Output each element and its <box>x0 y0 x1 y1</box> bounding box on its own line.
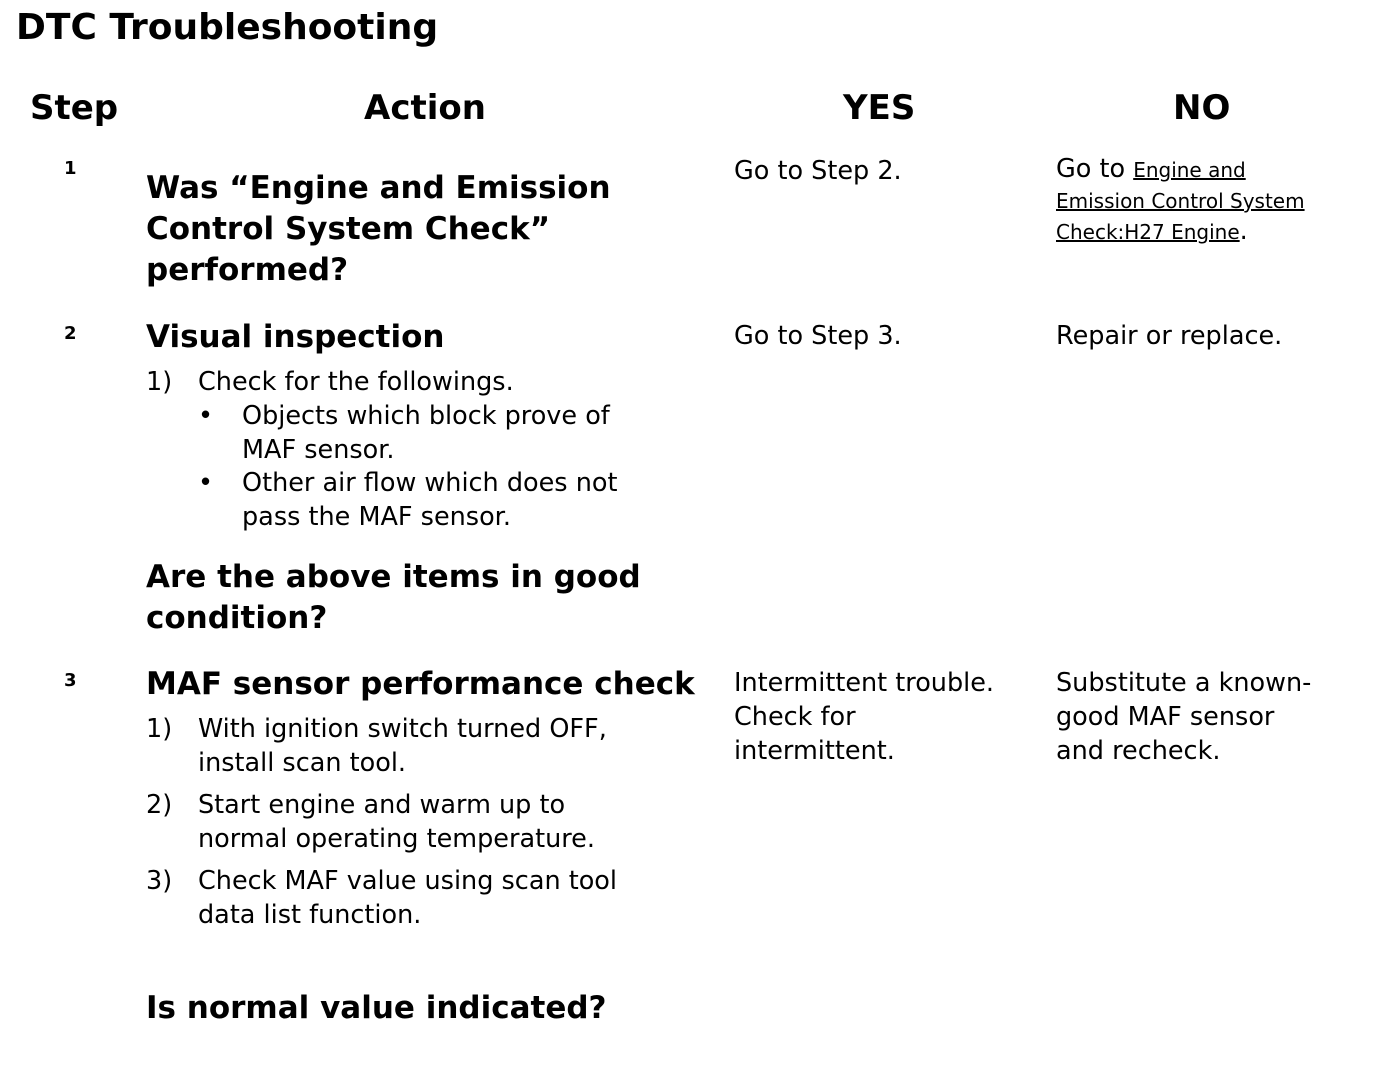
header-no: NO <box>1173 88 1231 128</box>
list-item-text: Check for the followings. <box>198 367 514 397</box>
step-heading: MAF sensor performance check <box>146 666 695 702</box>
step-heading: Visual inspection <box>146 319 445 355</box>
step-question: Is normal value indicated? <box>146 990 607 1026</box>
list-item-text: With ignition switch turned OFF, <box>198 714 607 744</box>
question-line: condition? <box>146 600 328 636</box>
no-result: Repair or replace. <box>1056 321 1283 351</box>
header-step: Step <box>30 88 119 128</box>
bullet-icon: • <box>198 468 214 498</box>
bullet-text: Objects which block prove of <box>242 401 610 431</box>
list-item-number: 2) <box>146 790 173 820</box>
bullet-text: pass the MAF sensor. <box>242 502 511 532</box>
list-item-text: install scan tool. <box>198 748 407 778</box>
no-suffix: . <box>1239 216 1248 246</box>
bullet-text: Other air flow which does not <box>242 468 618 498</box>
bullet-text: MAF sensor. <box>242 435 395 465</box>
no-result <box>1056 154 1386 247</box>
page-title: DTC Troubleshooting <box>16 7 439 48</box>
list-item-text: Check MAF value using scan tool <box>198 866 617 896</box>
no-result <box>1056 666 1311 768</box>
yes-result: Go to Step 2. <box>734 156 902 186</box>
engine-emission-check-link[interactable]: Emission Control System <box>1056 189 1305 213</box>
question-line: Was “Engine and Emission <box>146 170 611 206</box>
list-item-text: normal operating temperature. <box>198 824 595 854</box>
step-number: 3 <box>64 670 77 691</box>
yes-line: Check for <box>734 702 856 732</box>
list-item-text: data list function. <box>198 900 422 930</box>
no-line: good MAF sensor <box>1056 702 1275 732</box>
no-line: and recheck. <box>1056 736 1221 766</box>
step-question <box>146 168 611 291</box>
yes-line: Intermittent trouble. <box>734 668 995 698</box>
question-line: performed? <box>146 252 349 288</box>
step-number: 1 <box>64 158 77 179</box>
step-question <box>146 557 641 639</box>
header-action: Action <box>364 88 486 128</box>
yes-result <box>734 666 994 768</box>
yes-line: intermittent. <box>734 736 895 766</box>
bullet-icon: • <box>198 401 214 431</box>
question-line: Are the above items in good <box>146 559 641 595</box>
list-item-number: 1) <box>146 367 173 397</box>
engine-emission-check-link[interactable]: Engine and <box>1133 158 1246 182</box>
header-yes: YES <box>843 88 916 128</box>
step-number: 2 <box>64 323 77 344</box>
list-item-number: 3) <box>146 866 173 896</box>
no-line: Substitute a known- <box>1056 668 1312 698</box>
engine-emission-check-link[interactable]: Check:H27 Engine <box>1056 220 1240 244</box>
question-line: Control System Check” <box>146 211 551 247</box>
no-prefix: Go to <box>1056 154 1134 184</box>
list-item-number: 1) <box>146 714 173 744</box>
list-item-text: Start engine and warm up to <box>198 790 566 820</box>
yes-result: Go to Step 3. <box>734 321 902 351</box>
